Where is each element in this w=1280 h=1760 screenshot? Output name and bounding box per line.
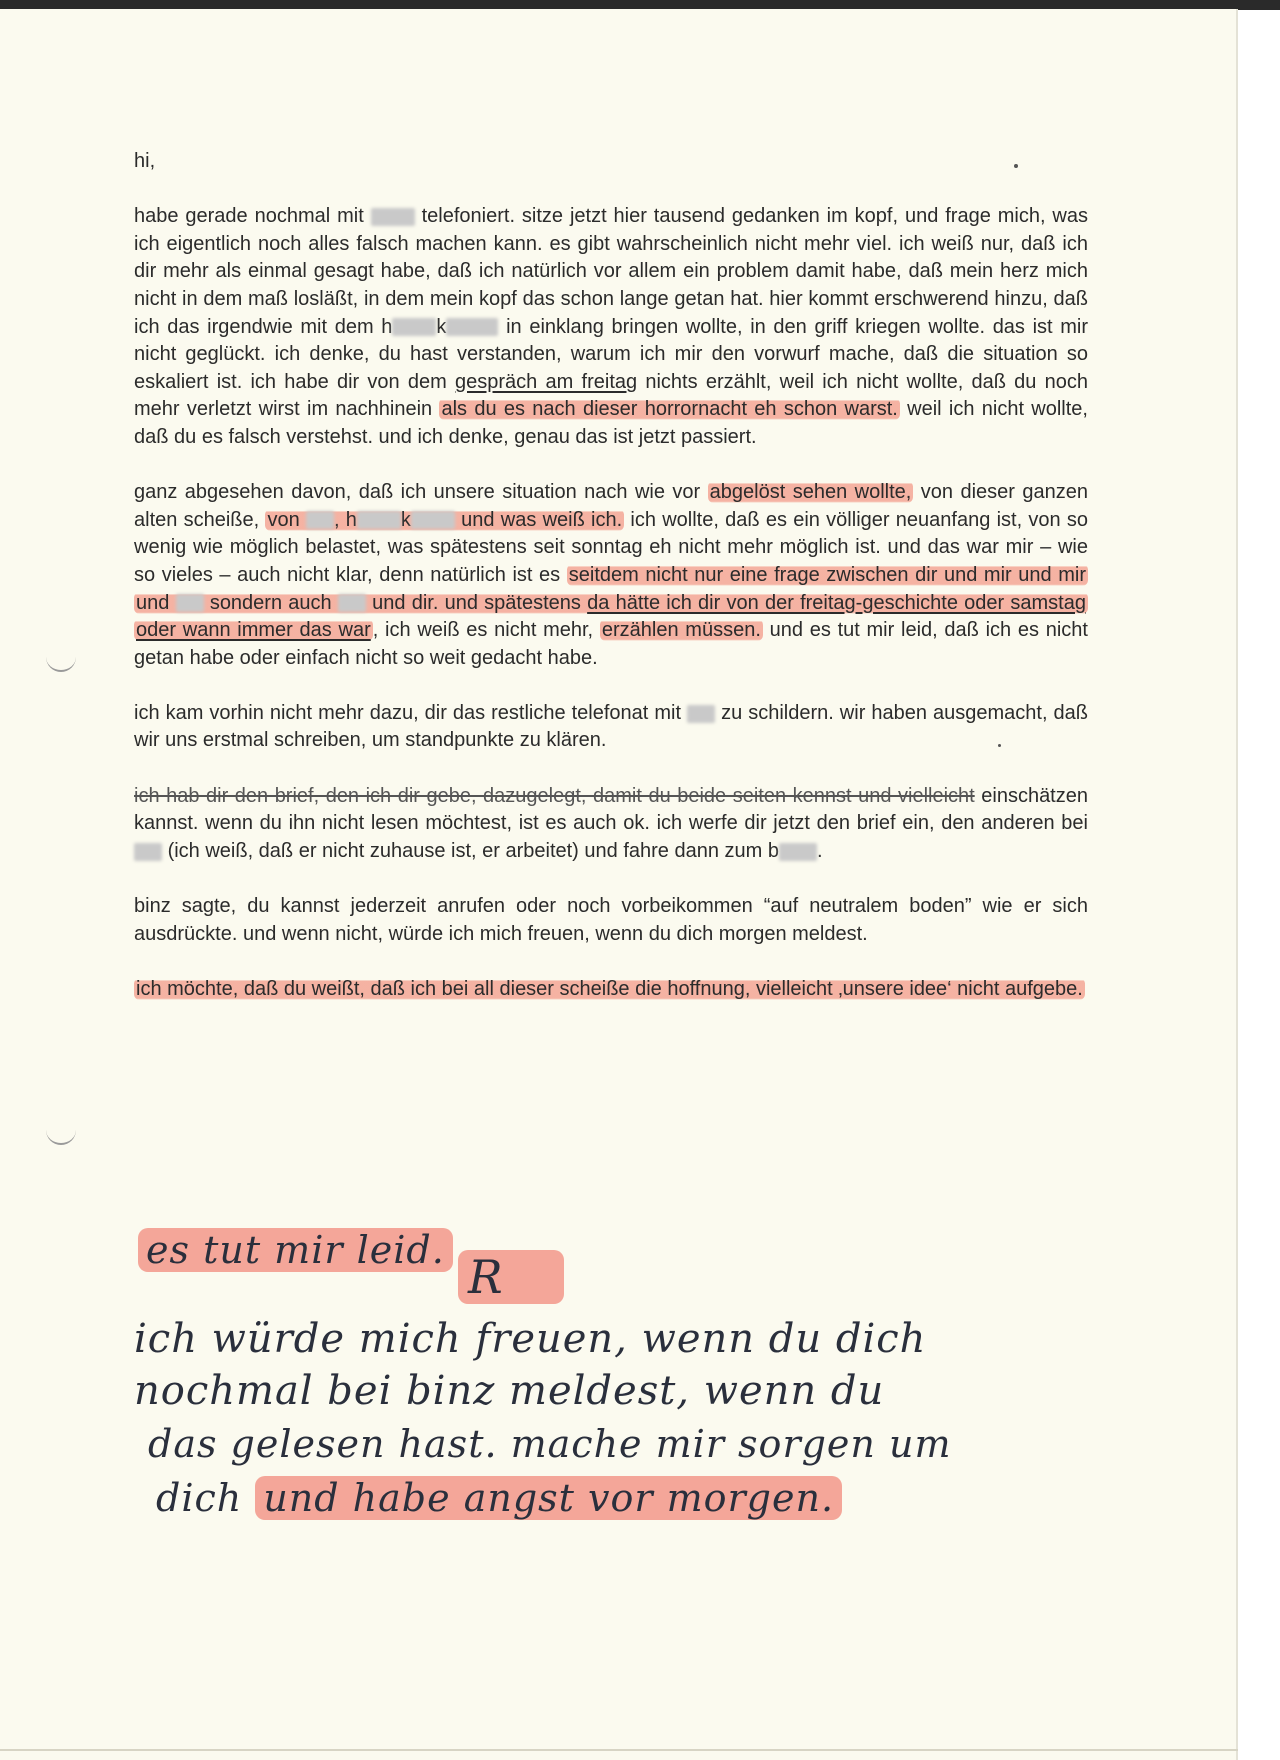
punch-hole-mark bbox=[46, 654, 76, 672]
redacted-name bbox=[371, 208, 415, 226]
handwritten-line: das gelesen hast. mache mir sorgen um bbox=[148, 1422, 952, 1466]
paragraph-1: habe gerade nochmal mit telefoniert. sitze jetzt hier tausend gedanken im kopf, und frage mich, was ich eigentlich noch alles falsch machen kann. es gibt wahrscheinlich nicht mehr viel. ich weiß nur, daß ich dir mehr als einmal gesagt habe, daß ich natürlich vor allem ein problem damit habe, daß mein herz mich nicht in dem maß losläßt, in dem mein kopf das schon lange getan hat. hier kommt erschwerend hinzu, daß ich das irgendwie mit dem h k in einklang bringen wollte, in den griff kriegen wollte. das ist mir nicht geglückt. ich denke, du hast verstanden, warum ich mir den vorwurf mache, daß die situation so eskaliert ist. ich habe dir von dem gespräch am freitag nichts erzählt, weil ich nicht wollte, daß du noch mehr verletzt wirst im nachhinein als du es nach dieser horrornacht eh schon warst. weil ich nicht wollte, daß du es falsch verstehst. und ich denke, genau das ist jetzt passiert. bbox=[134, 205, 1089, 448]
paragraph-5: binz sagte, du kannst jederzeit anrufen oder noch vorbeikommen “auf neutralem boden” wie er sich ausdrückte. und wenn nicht, würde ich mich freuen, wenn du dich morgen meldest. bbox=[134, 895, 1088, 945]
handwritten-line: nochmal bei binz meldest, wenn du bbox=[134, 1368, 885, 1414]
redacted-name bbox=[176, 594, 204, 612]
redacted-name bbox=[687, 705, 715, 723]
redacted-name bbox=[411, 511, 455, 529]
highlighted-text: abgelöst sehen wollte, bbox=[709, 481, 912, 504]
signature: R bbox=[458, 1250, 564, 1304]
redacted-name bbox=[446, 318, 498, 336]
highlighted-text: erzählen müssen. bbox=[601, 619, 761, 642]
redacted-name bbox=[392, 318, 436, 336]
redacted-name bbox=[357, 511, 401, 529]
underlined-text: da hätte ich dir von der freitag-geschichte oder samstag oder wann immer das war bbox=[136, 591, 1086, 642]
typed-letter bbox=[134, 148, 1088, 1031]
handwritten-line: ich würde mich freuen, wenn du dich bbox=[134, 1316, 927, 1362]
redacted-name bbox=[779, 843, 817, 861]
highlighted-text: seitdem nicht nur eine frage zwischen dir und mir und mir und sondern auch und dir. und spätestens da hätte ich dir von der freitag-geschichte oder samstag oder wann immer das war bbox=[136, 563, 1086, 642]
punch-hole-mark bbox=[46, 1127, 76, 1145]
redacted-name bbox=[338, 594, 366, 612]
handwritten-line: es tut mir leid. bbox=[138, 1228, 453, 1272]
highlighted-text: als du es nach dieser horrornacht eh schon warst. bbox=[441, 398, 898, 421]
redacted-name bbox=[306, 511, 334, 529]
underlined-text: gespräch am freitag bbox=[455, 370, 638, 393]
paragraph-4: ich hab dir den brief, den ich dir gebe, dazugelegt, damit du beide seiten kennst und vielleicht einschätzen kannst. wenn du ihn nicht lesen möchtest, ist es auch ok. ich werfe dir jetzt den brief ein, den anderen bei (ich weiß, daß er nicht zuhause ist, er arbeitet) und fahre dann zum b . bbox=[134, 784, 1088, 862]
highlighted-text: ich möchte, daß du weißt, daß ich bei all dieser scheiße die hoffnung, vielleicht ‚unsere idee‘ nicht aufgebe. bbox=[136, 977, 1083, 1000]
struck-through-text: ich hab dir den brief, den ich dir gebe, dazugelegt, damit du beide seiten kennst und vielleicht bbox=[134, 784, 975, 807]
highlighted-text: von , h k und was weiß ich. bbox=[267, 508, 623, 531]
bottom-fold bbox=[0, 1749, 1238, 1751]
paragraph-6 bbox=[134, 976, 1088, 1004]
greeting: hi, bbox=[134, 150, 156, 172]
handwritten-line: dich und habe angst vor morgen. bbox=[156, 1476, 842, 1520]
paragraph-3: ich kam vorhin nicht mehr dazu, dir das restliche telefonat mit zu schildern. wir haben ausgemacht, daß wir uns erstmal schreiben, um standpunkte zu klären. bbox=[134, 701, 1088, 752]
redacted-name bbox=[134, 843, 162, 861]
paragraph-2: ganz abgesehen davon, daß ich unsere situation nach wie vor abgelöst sehen wollte, von dieser ganzen alten scheiße, von , h k und was weiß ich. ich wollte, daß es ein völliger neuanfang ist, von so wenig wie möglich belastet, was spätestens seit sonntag eh nicht mehr möglich ist. und das war mir – wie so vieles – auch nicht klar, denn natürlich ist es seitdem nicht nur eine frage zwischen dir und mir und mir und sondern auch und dir. und spätestens da hätte ich dir von der freitag-geschichte oder samstag oder wann immer das war , ich weiß es nicht mehr, erzählen müssen. und es tut mir leid, daß ich es nicht getan habe oder einfach nicht so weit gedacht habe. bbox=[134, 481, 1089, 669]
